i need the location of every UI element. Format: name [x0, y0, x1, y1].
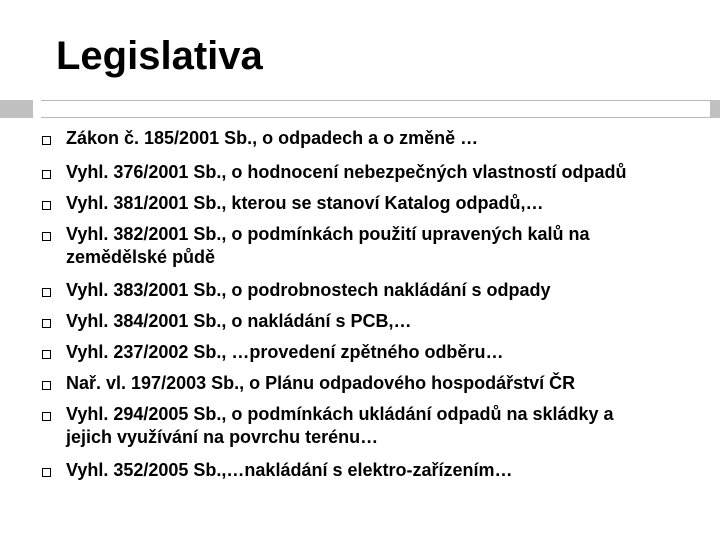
- rule-line-top: [41, 100, 720, 101]
- square-bullet-icon: [42, 136, 51, 145]
- list-item-text: Nař. vl. 197/2003 Sb., o Plánu odpadového hospodářství ČR: [66, 373, 576, 393]
- square-bullet-icon: [42, 201, 51, 210]
- square-bullet-icon: [42, 232, 51, 241]
- rule-accent-block: [0, 100, 33, 118]
- square-bullet-icon: [42, 468, 51, 477]
- list-item-text: Vyhl. 237/2002 Sb., …provedení zpětného odběru…: [66, 342, 504, 362]
- square-bullet-icon: [42, 412, 51, 421]
- square-bullet-icon: [42, 288, 51, 297]
- list-item-text-line2: zemědělské půdě: [66, 247, 216, 267]
- rule-line-bottom: [41, 117, 720, 118]
- list-item-text: Zákon č. 185/2001 Sb., o odpadech a o změně …: [66, 128, 479, 148]
- list-item-text-line1: Vyhl. 382/2001 Sb., o podmínkách použití upravených kalů na: [66, 224, 590, 244]
- list-item-text: Vyhl. 383/2001 Sb., o podrobnostech nakládání s odpady: [66, 280, 551, 300]
- list-item-text: Vyhl. 384/2001 Sb., o nakládání s PCB,…: [66, 311, 412, 331]
- list-item-text-line1: Vyhl. 294/2005 Sb., o podmínkách ukládání odpadů na skládky a: [66, 404, 614, 424]
- list-item-text: Vyhl. 376/2001 Sb., o hodnocení nebezpečných vlastností odpadů: [66, 162, 627, 182]
- list-item-text-line2: jejich využívání na povrchu terénu…: [66, 427, 379, 447]
- list-item-text: Vyhl. 381/2001 Sb., kterou se stanoví Katalog odpadů,…: [66, 193, 544, 213]
- rule-end-block: [710, 100, 720, 118]
- square-bullet-icon: [42, 381, 51, 390]
- square-bullet-icon: [42, 170, 51, 179]
- slide-title: Legislativa: [56, 34, 263, 78]
- list-item-text: Vyhl. 352/2005 Sb.,…nakládání s elektro-zařízením…: [66, 460, 513, 480]
- square-bullet-icon: [42, 350, 51, 359]
- square-bullet-icon: [42, 319, 51, 328]
